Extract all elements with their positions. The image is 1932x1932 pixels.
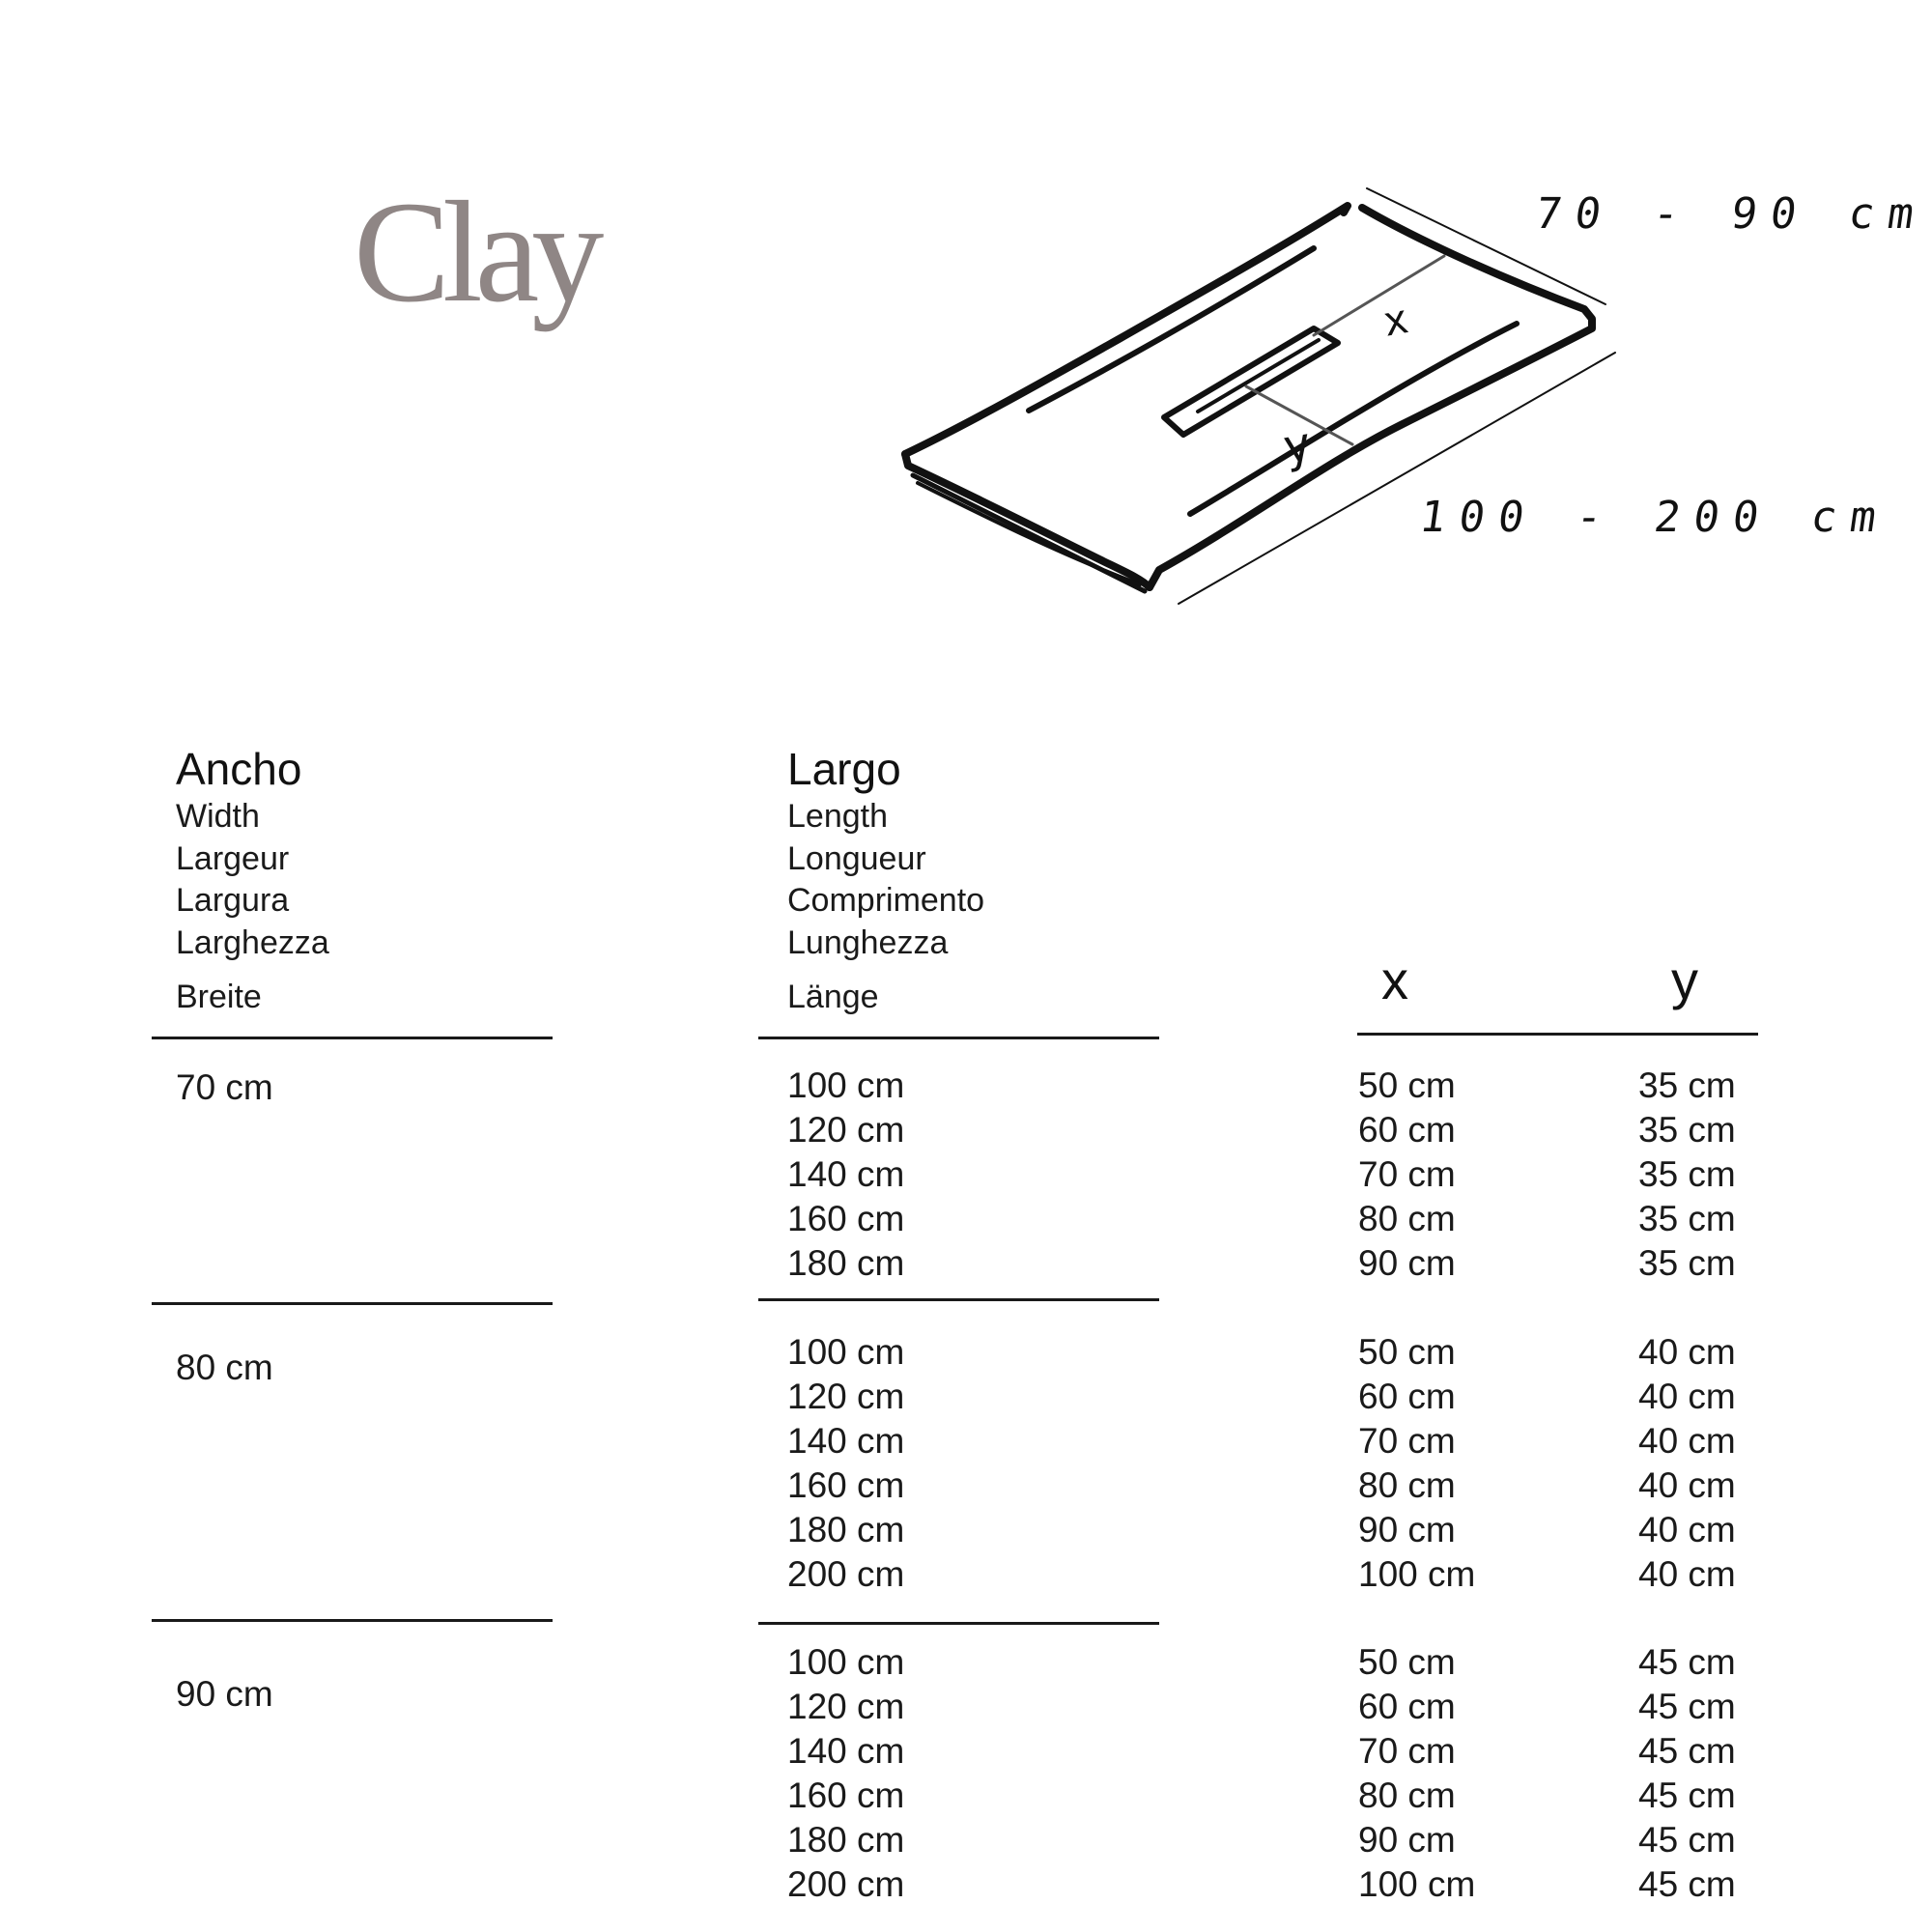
list-item: 60 cm: [1358, 1687, 1456, 1726]
brand-title: Clay: [354, 172, 597, 332]
list-item: 80 cm: [1358, 1465, 1456, 1505]
x-list-80: [1358, 1330, 1475, 1597]
ancho-translation-fr: Largeur: [176, 839, 290, 877]
length-list-90: [787, 1640, 904, 1907]
x-list-70: [1358, 1064, 1456, 1286]
width-value-90: 90 cm: [176, 1674, 273, 1714]
ancho-header: [176, 742, 329, 1018]
list-item: 45 cm: [1638, 1776, 1736, 1815]
largo-translation-de: Länge: [787, 979, 879, 1015]
list-item: 100 cm: [787, 1642, 905, 1682]
list-item: 140 cm: [787, 1731, 905, 1771]
list-item: 50 cm: [1358, 1642, 1456, 1682]
list-item: 45 cm: [1638, 1731, 1736, 1771]
list-item: 45 cm: [1638, 1820, 1736, 1860]
list-item: 120 cm: [787, 1687, 905, 1726]
list-item: 70 cm: [1358, 1731, 1456, 1771]
largo-title: Largo: [787, 744, 901, 794]
list-item: 100 cm: [1358, 1554, 1476, 1594]
list-item: 180 cm: [787, 1243, 905, 1283]
y-list-90: [1638, 1640, 1736, 1907]
slab-front-edge: [905, 454, 1150, 587]
list-item: 35 cm: [1638, 1154, 1736, 1194]
list-item: 100 cm: [787, 1065, 905, 1105]
width-value-80: 80 cm: [176, 1348, 273, 1387]
width-range-label: 70 - 90 cm: [1532, 189, 1931, 239]
list-item: 200 cm: [787, 1864, 905, 1904]
list-item: 40 cm: [1638, 1421, 1736, 1461]
list-item: 45 cm: [1638, 1687, 1736, 1726]
list-item: 120 cm: [787, 1377, 905, 1416]
list-item: 80 cm: [1358, 1776, 1456, 1815]
y-marker: y: [1278, 416, 1316, 475]
list-item: 100 cm: [1358, 1864, 1476, 1904]
x-list-90: [1358, 1640, 1475, 1907]
sink-slot-inner-2: [1206, 352, 1323, 421]
list-item: 80 cm: [1358, 1199, 1456, 1238]
width-value-70: 70 cm: [176, 1067, 273, 1107]
largo-translation-en: Length: [787, 798, 888, 835]
list-item: 45 cm: [1638, 1642, 1736, 1682]
list-item: 70 cm: [1358, 1421, 1456, 1461]
length-list-80: [787, 1330, 904, 1597]
largo-translation-fr: Longueur: [787, 839, 926, 877]
list-item: 160 cm: [787, 1776, 905, 1815]
group-divider-ancho-2: [152, 1619, 553, 1622]
list-item: 40 cm: [1638, 1377, 1736, 1416]
list-item: 60 cm: [1358, 1110, 1456, 1150]
list-item: 140 cm: [787, 1154, 905, 1194]
list-item: 180 cm: [787, 1510, 905, 1549]
ancho-title: Ancho: [176, 744, 302, 794]
list-item: 120 cm: [787, 1110, 905, 1150]
grain-line-bottom: [1190, 324, 1517, 514]
largo-header: [787, 742, 984, 1018]
x-guide-line: [1314, 256, 1444, 335]
y-column-header: y: [1671, 950, 1698, 1010]
grain-line-top: [1029, 248, 1314, 411]
y-list-80: [1638, 1330, 1736, 1597]
list-item: 40 cm: [1638, 1332, 1736, 1372]
list-item: 90 cm: [1358, 1510, 1456, 1549]
group-divider-ancho: [152, 1302, 553, 1305]
sink-slot-inner: [1198, 340, 1319, 412]
list-item: 90 cm: [1358, 1820, 1456, 1860]
list-item: 70 cm: [1358, 1154, 1456, 1194]
list-item: 140 cm: [787, 1421, 905, 1461]
list-item: 40 cm: [1638, 1465, 1736, 1505]
list-item: 40 cm: [1638, 1510, 1736, 1549]
list-item: 180 cm: [787, 1820, 905, 1860]
ancho-translation-pt: Largura: [176, 882, 290, 919]
list-item: 60 cm: [1358, 1377, 1456, 1416]
y-list-70: [1638, 1064, 1736, 1286]
x-column-header: x: [1381, 950, 1408, 1010]
ancho-translation-it: Larghezza: [176, 923, 329, 961]
group-divider-largo: [758, 1298, 1159, 1301]
slab-outline: [905, 206, 1348, 454]
list-item: 40 cm: [1638, 1554, 1736, 1594]
length-range-label: 100 - 200 cm: [1416, 493, 1893, 542]
list-item: 35 cm: [1638, 1110, 1736, 1150]
list-item: 100 cm: [787, 1332, 905, 1372]
list-item: 50 cm: [1358, 1332, 1456, 1372]
list-item: 200 cm: [787, 1554, 905, 1594]
x-marker: x: [1379, 295, 1412, 346]
list-item: 35 cm: [1638, 1065, 1736, 1105]
largo-translation-pt: Comprimento: [787, 882, 985, 919]
xy-header-rule: [1357, 1033, 1758, 1036]
list-item: 90 cm: [1358, 1243, 1456, 1283]
list-item: 50 cm: [1358, 1065, 1456, 1105]
ancho-translation-en: Width: [176, 798, 260, 835]
worktop-sketch: [0, 0, 1932, 676]
largo-translation-it: Lunghezza: [787, 923, 949, 961]
ancho-header-rule: [152, 1037, 553, 1039]
list-item: 45 cm: [1638, 1864, 1736, 1904]
list-item: 35 cm: [1638, 1243, 1736, 1283]
length-list-70: [787, 1064, 904, 1286]
largo-header-rule: [758, 1037, 1159, 1039]
list-item: 35 cm: [1638, 1199, 1736, 1238]
list-item: 160 cm: [787, 1465, 905, 1505]
ancho-translation-de: Breite: [176, 979, 262, 1015]
list-item: 160 cm: [787, 1199, 905, 1238]
group-divider-largo-2: [758, 1622, 1159, 1625]
